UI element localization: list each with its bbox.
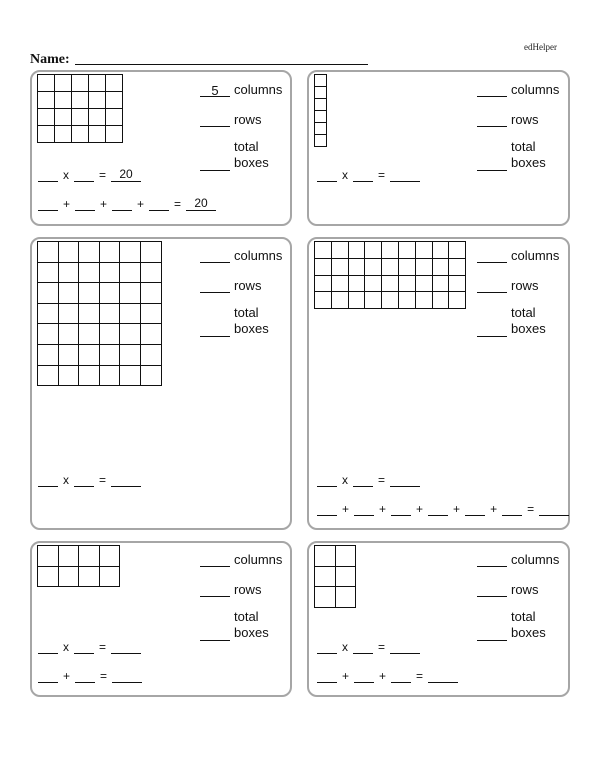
- grid-box: [55, 126, 72, 143]
- columns-label: columns: [234, 248, 283, 263]
- grid-box: [38, 109, 55, 126]
- grid-box: [315, 99, 327, 111]
- columns-answer-blank[interactable]: [477, 250, 507, 263]
- addend-blank[interactable]: [354, 669, 374, 683]
- multiplication-equation: [317, 640, 420, 654]
- multiplication-equation: [38, 473, 141, 487]
- grid-box: [99, 365, 120, 386]
- boxes-label: boxes: [234, 321, 269, 336]
- grid-box: [415, 242, 432, 259]
- name-input-line[interactable]: [75, 64, 368, 65]
- grid-box: [348, 242, 365, 259]
- grid-box: [58, 365, 79, 386]
- grid-box: [331, 258, 348, 275]
- grid-box: [449, 292, 466, 309]
- grid-box: [315, 566, 336, 587]
- boxes-line: [477, 625, 546, 641]
- columns-label: columns: [234, 552, 283, 567]
- operator-symbol: x: [63, 168, 69, 182]
- operator-symbol: =: [99, 473, 107, 487]
- grid-box: [365, 258, 382, 275]
- grid-box: [348, 275, 365, 292]
- addition-equation: [317, 502, 569, 516]
- grid-box: [398, 258, 415, 275]
- addend-blank[interactable]: [502, 502, 522, 516]
- factor-blank[interactable]: [317, 473, 337, 487]
- rows-field: [477, 583, 538, 597]
- grid-box: [58, 242, 79, 263]
- total-answer-blank[interactable]: [200, 628, 230, 641]
- addend-blank[interactable]: [391, 669, 411, 683]
- grid-box: [348, 292, 365, 309]
- grid-box: [140, 324, 161, 345]
- grid-box: [58, 344, 79, 365]
- operator-symbol: =: [378, 168, 386, 182]
- columns-field: [477, 553, 559, 567]
- grid-box: [79, 365, 100, 386]
- grid-box: [58, 283, 79, 304]
- product-blank[interactable]: [390, 473, 420, 487]
- grid-box: [382, 258, 399, 275]
- addition-equation: [317, 669, 458, 683]
- boxes-line: [200, 155, 269, 171]
- boxes-label: boxes: [511, 625, 546, 640]
- sum-blank[interactable]: [428, 669, 458, 683]
- grid-box: [99, 566, 120, 587]
- addend-blank[interactable]: [317, 669, 337, 683]
- grid-box: [348, 258, 365, 275]
- grid-box: [398, 292, 415, 309]
- grid-box: [315, 87, 327, 99]
- addend-blank[interactable]: [354, 502, 374, 516]
- grid-box: [106, 126, 123, 143]
- total-label: total: [511, 305, 536, 320]
- boxes-label: boxes: [511, 321, 546, 336]
- grid-box: [449, 258, 466, 275]
- grid-box: [38, 566, 59, 587]
- operator-symbol: +: [490, 502, 498, 516]
- grid-box: [99, 324, 120, 345]
- total-label: total: [234, 139, 259, 154]
- box-grid: [37, 545, 120, 587]
- boxes-line: [200, 321, 269, 337]
- total-boxes-field: [477, 305, 546, 337]
- grid-box: [315, 546, 336, 567]
- grid-box: [38, 262, 59, 283]
- operator-symbol: +: [137, 197, 145, 211]
- grid-box: [315, 111, 327, 123]
- total-answer-blank[interactable]: [477, 628, 507, 641]
- total-label: total: [511, 609, 536, 624]
- grid-box: [365, 275, 382, 292]
- grid-box: [38, 92, 55, 109]
- grid-box: [432, 258, 449, 275]
- factor-blank[interactable]: [317, 640, 337, 654]
- grid-box: [79, 344, 100, 365]
- box-grid: [37, 241, 162, 386]
- operator-symbol: =: [378, 473, 386, 487]
- grid-box: [72, 126, 89, 143]
- operator-symbol: =: [100, 669, 108, 683]
- columns-label: columns: [234, 82, 283, 97]
- grid-box: [365, 242, 382, 259]
- operator-symbol: +: [379, 669, 387, 683]
- addend-blank[interactable]: [38, 669, 58, 683]
- grid-box: [120, 324, 141, 345]
- grid-box: [99, 546, 120, 567]
- grid-box: [38, 344, 59, 365]
- multiplication-equation: [38, 640, 141, 654]
- rows-label: rows: [234, 112, 262, 127]
- operator-symbol: +: [416, 502, 424, 516]
- rows-field: [200, 113, 261, 127]
- grid-box: [315, 135, 327, 147]
- grid-box: [140, 283, 161, 304]
- operator-symbol: +: [453, 502, 461, 516]
- grid-box: [365, 292, 382, 309]
- grid-box: [55, 92, 72, 109]
- box-grid: [314, 74, 327, 147]
- rows-field: [200, 583, 261, 597]
- boxes-line: [477, 321, 546, 337]
- grid-box: [99, 242, 120, 263]
- grid-box: [315, 275, 332, 292]
- grid-box: [38, 546, 59, 567]
- operator-symbol: +: [379, 502, 387, 516]
- columns-field: [200, 83, 282, 97]
- rows-label: rows: [234, 582, 262, 597]
- grid-box: [398, 275, 415, 292]
- grid-box: [415, 258, 432, 275]
- rows-answer-blank[interactable]: [200, 584, 230, 597]
- brand-text: edHelper: [524, 42, 557, 52]
- grid-box: [140, 262, 161, 283]
- grid-box: [55, 109, 72, 126]
- grid-box: [99, 262, 120, 283]
- sum-blank[interactable]: [539, 502, 569, 516]
- grid-box: [79, 283, 100, 304]
- multiplication-equation: [317, 168, 420, 182]
- grid-box: [89, 126, 106, 143]
- operator-symbol: +: [63, 669, 71, 683]
- grid-box: [335, 546, 356, 567]
- product-blank[interactable]: [111, 473, 141, 487]
- total-boxes-field: [200, 305, 269, 337]
- grid-box: [140, 344, 161, 365]
- operator-symbol: x: [342, 473, 348, 487]
- grid-box: [120, 283, 141, 304]
- columns-field: [477, 249, 559, 263]
- columns-field: [477, 83, 559, 97]
- grid-box: [79, 262, 100, 283]
- total-label: total: [234, 305, 259, 320]
- total-boxes-field: [477, 609, 546, 641]
- factor-blank[interactable]: [353, 473, 373, 487]
- grid-box: [38, 75, 55, 92]
- columns-answer-blank[interactable]: [200, 250, 230, 263]
- rows-answer-blank[interactable]: [200, 114, 230, 127]
- grid-box: [79, 303, 100, 324]
- grid-box: [315, 258, 332, 275]
- grid-box: [38, 324, 59, 345]
- box-grid: [37, 74, 123, 143]
- grid-box: [38, 283, 59, 304]
- addend-blank[interactable]: [75, 669, 95, 683]
- multiplication-equation: [38, 168, 141, 182]
- name-label: Name:: [30, 52, 70, 67]
- grid-box: [415, 292, 432, 309]
- addend-blank[interactable]: [391, 502, 411, 516]
- grid-box: [315, 242, 332, 259]
- grid-box: [55, 75, 72, 92]
- rows-field: [477, 113, 538, 127]
- multiplication-equation: [317, 473, 420, 487]
- columns-answer-blank[interactable]: [477, 84, 507, 97]
- factor-blank[interactable]: [74, 473, 94, 487]
- grid-box: [449, 242, 466, 259]
- factor-blank[interactable]: [353, 168, 373, 182]
- grid-box: [331, 242, 348, 259]
- columns-answer-blank[interactable]: [200, 554, 230, 567]
- grid-box: [140, 365, 161, 386]
- grid-box: [335, 566, 356, 587]
- operator-symbol: =: [416, 669, 424, 683]
- grid-box: [38, 126, 55, 143]
- columns-answer-blank[interactable]: 5: [200, 84, 230, 97]
- columns-field: [200, 553, 282, 567]
- grid-box: [315, 123, 327, 135]
- product-blank[interactable]: [390, 168, 420, 182]
- columns-field: [200, 249, 282, 263]
- operator-symbol: +: [342, 502, 350, 516]
- factor-blank[interactable]: [317, 168, 337, 182]
- operator-symbol: =: [99, 168, 107, 182]
- operator-symbol: x: [63, 473, 69, 487]
- factor-blank[interactable]: [38, 640, 58, 654]
- grid-box: [58, 303, 79, 324]
- grid-box: [382, 242, 399, 259]
- factor-blank[interactable]: [74, 168, 94, 182]
- rows-answer-blank[interactable]: [477, 114, 507, 127]
- operator-symbol: =: [174, 197, 182, 211]
- boxes-line: [477, 155, 546, 171]
- grid-box: [335, 587, 356, 608]
- grid-box: [79, 324, 100, 345]
- grid-box: [415, 275, 432, 292]
- grid-box: [38, 365, 59, 386]
- boxes-line: [200, 625, 269, 641]
- operator-symbol: =: [378, 640, 386, 654]
- operator-symbol: +: [342, 669, 350, 683]
- grid-box: [331, 275, 348, 292]
- grid-box: [89, 92, 106, 109]
- grid-box: [432, 292, 449, 309]
- grid-box: [79, 242, 100, 263]
- addition-equation: [38, 669, 142, 683]
- grid-box: [89, 75, 106, 92]
- product-blank[interactable]: 20: [111, 168, 141, 182]
- factor-blank[interactable]: [38, 473, 58, 487]
- product-blank[interactable]: [390, 640, 420, 654]
- grid-box: [140, 303, 161, 324]
- grid-box: [315, 292, 332, 309]
- total-answer-blank[interactable]: [477, 158, 507, 171]
- grid-box: [99, 344, 120, 365]
- grid-box: [382, 275, 399, 292]
- sum-blank[interactable]: [112, 669, 142, 683]
- grid-box: [432, 242, 449, 259]
- grid-box: [382, 292, 399, 309]
- total-boxes-field: [200, 609, 269, 641]
- boxes-label: boxes: [234, 625, 269, 640]
- addend-blank[interactable]: [317, 502, 337, 516]
- factor-blank[interactable]: [353, 640, 373, 654]
- grid-box: [449, 275, 466, 292]
- columns-label: columns: [511, 552, 560, 567]
- grid-box: [331, 292, 348, 309]
- factor-blank[interactable]: [38, 168, 58, 182]
- operator-symbol: x: [342, 640, 348, 654]
- grid-box: [58, 262, 79, 283]
- operator-symbol: x: [63, 640, 69, 654]
- rows-field: [200, 279, 261, 293]
- rows-label: rows: [511, 582, 539, 597]
- operator-symbol: x: [342, 168, 348, 182]
- grid-box: [38, 303, 59, 324]
- grid-box: [58, 566, 79, 587]
- addend-blank[interactable]: [465, 502, 485, 516]
- total-answer-blank[interactable]: [477, 324, 507, 337]
- rows-label: rows: [234, 278, 262, 293]
- addend-blank[interactable]: [149, 197, 169, 211]
- operator-symbol: +: [63, 197, 71, 211]
- total-label: total: [234, 609, 259, 624]
- rows-label: rows: [511, 278, 539, 293]
- addend-blank[interactable]: [428, 502, 448, 516]
- grid-box: [120, 262, 141, 283]
- grid-box: [120, 303, 141, 324]
- grid-box: [315, 75, 327, 87]
- grid-box: [58, 324, 79, 345]
- boxes-label: boxes: [511, 155, 546, 170]
- boxes-label: boxes: [234, 155, 269, 170]
- box-grid: [314, 545, 356, 608]
- grid-box: [140, 242, 161, 263]
- rows-answer-blank[interactable]: [477, 280, 507, 293]
- grid-box: [79, 546, 100, 567]
- total-boxes-field: [477, 139, 546, 171]
- grid-box: [398, 242, 415, 259]
- grid-box: [315, 587, 336, 608]
- grid-box: [106, 92, 123, 109]
- grid-box: [99, 283, 120, 304]
- columns-label: columns: [511, 248, 560, 263]
- addend-blank[interactable]: [38, 197, 58, 211]
- grid-box: [99, 303, 120, 324]
- grid-box: [79, 566, 100, 587]
- grid-box: [58, 546, 79, 567]
- grid-box: [72, 92, 89, 109]
- grid-box: [106, 75, 123, 92]
- grid-box: [106, 109, 123, 126]
- box-grid: [314, 241, 466, 309]
- operator-symbol: =: [99, 640, 107, 654]
- grid-box: [89, 109, 106, 126]
- product-blank[interactable]: [111, 640, 141, 654]
- grid-box: [72, 75, 89, 92]
- factor-blank[interactable]: [74, 640, 94, 654]
- grid-box: [38, 242, 59, 263]
- grid-box: [120, 242, 141, 263]
- operator-symbol: =: [527, 502, 535, 516]
- rows-answer-blank[interactable]: [477, 584, 507, 597]
- rows-label: rows: [511, 112, 539, 127]
- columns-label: columns: [511, 82, 560, 97]
- grid-box: [72, 109, 89, 126]
- addend-blank[interactable]: [75, 197, 95, 211]
- addition-equation: [38, 197, 216, 211]
- operator-symbol: +: [100, 197, 108, 211]
- rows-field: [477, 279, 538, 293]
- total-label: total: [511, 139, 536, 154]
- grid-box: [120, 344, 141, 365]
- grid-box: [432, 275, 449, 292]
- total-answer-blank[interactable]: [200, 158, 230, 171]
- addend-blank[interactable]: [112, 197, 132, 211]
- sum-blank[interactable]: 20: [186, 197, 216, 211]
- grid-box: [120, 365, 141, 386]
- total-answer-blank[interactable]: [200, 324, 230, 337]
- rows-answer-blank[interactable]: [200, 280, 230, 293]
- columns-answer-blank[interactable]: [477, 554, 507, 567]
- total-boxes-field: [200, 139, 269, 171]
